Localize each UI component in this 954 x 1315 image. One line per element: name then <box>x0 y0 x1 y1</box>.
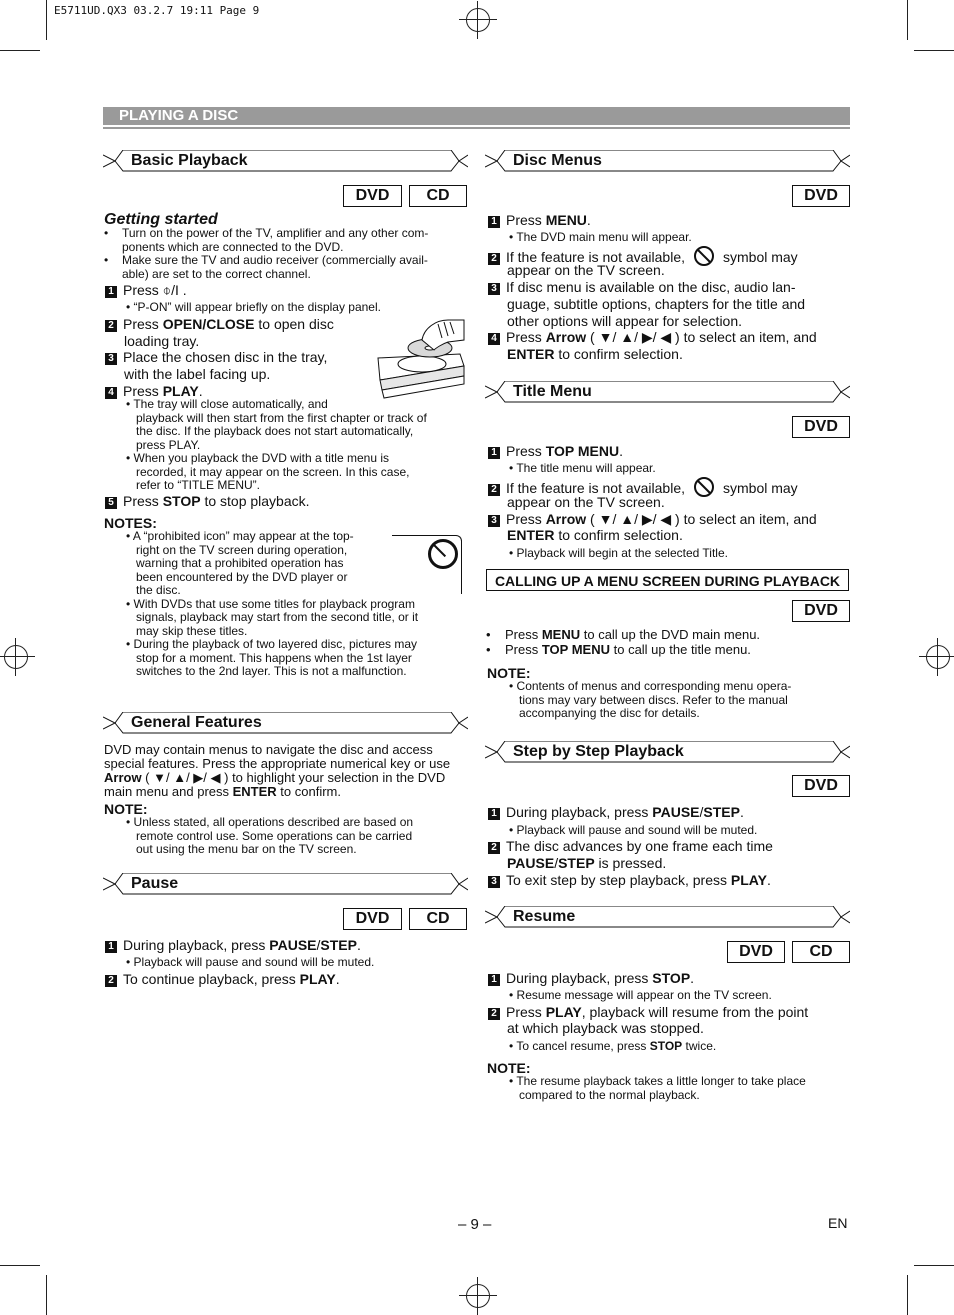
note-line: tions may vary between discs. Refer to the manual <box>519 692 788 707</box>
crop-mark <box>0 50 40 51</box>
note-line: out using the menu bar on the TV screen. <box>136 842 357 856</box>
basic-step-2 <box>105 316 334 333</box>
step-keyword: OPEN/CLOSE <box>162 316 255 332</box>
bullet-text: Press <box>505 627 542 642</box>
step-text: During playback, press <box>506 970 653 986</box>
step-4-notes <box>126 398 471 493</box>
subsection-header-general-features <box>103 712 468 734</box>
body-line: special features. Press the appropriate numerical key or use <box>104 756 451 771</box>
crop-mark <box>914 50 954 51</box>
step-text: The disc advances by one frame each time <box>506 838 773 854</box>
note-line: stop for a moment. This happens when the 1st layer <box>136 650 412 665</box>
note-heading: NOTE: <box>487 665 531 681</box>
subsection-header-basic-playback <box>103 150 468 172</box>
note-line: the disc. If the playback does not start automatically, <box>136 424 414 438</box>
step-keyword: ENTER <box>507 527 555 543</box>
step-number: 1 <box>488 216 500 228</box>
dvd-badge: DVD <box>792 600 850 622</box>
step-text: Press <box>123 383 163 399</box>
note-line: • The tray will close automatically, and <box>126 397 328 411</box>
step-text-continued: at which playback was stopped. <box>507 1020 704 1036</box>
subsection-title: Step by Step Playback <box>513 743 684 760</box>
bullet-text: to call up the DVD main menu. <box>580 627 761 642</box>
subsection-title: General Features <box>131 714 262 731</box>
note-line: • Contents of menus and corresponding menu opera- <box>509 679 792 693</box>
step-note: • Playback will pause and sound will be muted. <box>509 823 758 837</box>
step-text: . <box>739 804 744 820</box>
print-header: E5711UD.QX3 03.2.7 19:11 Page 9 <box>54 4 260 17</box>
note-line: right on the TV screen during operation, <box>136 542 348 557</box>
calling-up-bullet-1: • Press MENU to call up the DVD main menu. <box>486 627 761 642</box>
step-text: . <box>356 937 361 953</box>
subsection-header-pause <box>103 873 468 895</box>
step-text: ( ▼/ ▲/ ▶/ ◀ ) to select an item, and <box>586 511 817 527</box>
subsection-title: Basic Playback <box>131 152 248 169</box>
note-line: accompanying the disc for details. <box>519 706 700 720</box>
step-keyword: PLAY <box>545 1004 582 1020</box>
step-keyword: STEP <box>703 804 740 820</box>
subsection-title: Disc Menus <box>513 152 602 169</box>
disc-tray-illustration <box>352 318 467 406</box>
step-text: Place the chosen disc in the tray, <box>123 349 328 365</box>
page-number: – 9 – <box>458 1216 492 1233</box>
step-keyword: PAUSE <box>269 937 317 953</box>
step-text: During playback, press <box>506 804 653 820</box>
body-keyword: ENTER <box>232 784 277 799</box>
step-keyword: STOP <box>652 970 691 986</box>
note-line: compared to the normal playback. <box>519 1087 700 1102</box>
step-number: 2 <box>488 253 500 265</box>
step-keyword: PLAY <box>162 383 199 399</box>
step-number: 1 <box>105 286 117 298</box>
prohibited-icon <box>694 477 714 497</box>
subsection-header-disc-menus <box>485 150 850 172</box>
step-keyword: TOP MENU <box>545 443 620 459</box>
bullet-keyword: MENU <box>541 627 581 642</box>
step-by-step-1 <box>488 804 744 821</box>
step-note: • The title menu will appear. <box>509 461 656 475</box>
step-text: to confirm selection. <box>554 527 683 543</box>
resume-step-2 <box>488 1004 808 1021</box>
registration-mark-icon <box>4 645 28 669</box>
step-keyword: PAUSE <box>652 804 700 820</box>
crop-mark <box>907 1275 908 1315</box>
step-text: ( ▼/ ▲/ ▶/ ◀ ) to select an item, and <box>586 329 817 345</box>
step-number: 3 <box>488 515 500 527</box>
step-text: . <box>766 872 771 888</box>
list-item: • Make sure the TV and audio receiver (commercially avail- <box>104 253 428 267</box>
title-menu-step-1 <box>488 443 623 460</box>
step-number: 5 <box>105 497 117 509</box>
crop-mark <box>907 0 908 40</box>
resume-notes <box>509 1075 854 1102</box>
step-note: • Playback will pause and sound will be muted. <box>126 955 375 969</box>
step-text-continued: with the label facing up. <box>124 366 271 382</box>
bullet-keyword: TOP MENU <box>541 642 610 657</box>
step-note <box>509 1040 716 1054</box>
step-text: . <box>690 970 695 986</box>
step-number: 3 <box>488 876 500 888</box>
step-text: to confirm selection. <box>554 346 683 362</box>
note-text: • To cancel resume, press <box>509 1039 650 1053</box>
step-text: Press <box>506 212 546 228</box>
dvd-badge: DVD <box>727 941 785 963</box>
step-text: symbol may <box>723 480 798 496</box>
step-text: to stop playback. <box>200 493 310 509</box>
disc-menus-step-3 <box>488 279 850 330</box>
step-text-continued <box>507 855 666 872</box>
step-number: 1 <box>488 447 500 459</box>
note-line: refer to “TITLE MENU”. <box>136 478 261 492</box>
note-line: • A “prohibited icon” may appear at the top- <box>126 529 354 543</box>
step-keyword: STEP <box>558 855 595 871</box>
step-text: , playback will resume from the point <box>581 1004 809 1020</box>
note-line: playback will then start from the first chapter or track of <box>136 410 427 425</box>
list-item: ponents which are connected to the DVD. <box>122 239 344 254</box>
crop-mark <box>46 1275 47 1315</box>
step-text: . <box>619 443 623 459</box>
step-number: 4 <box>488 333 500 345</box>
step-text-continued: appear on the TV screen. <box>507 262 665 278</box>
subsection-header-step-by-step <box>485 741 850 763</box>
step-number: 1 <box>105 941 117 953</box>
step-keyword: Arrow <box>545 329 587 345</box>
step-text: . <box>586 212 591 228</box>
note-line: may skip these titles. <box>136 623 248 638</box>
section-title: PLAYING A DISC <box>103 107 850 125</box>
note-text: twice. <box>682 1039 717 1053</box>
prohibited-icon <box>428 539 458 570</box>
note-line: • During the playback of two layered disc, pictures may <box>126 637 417 651</box>
step-keyword: STEP <box>320 937 357 953</box>
note-line: • With DVDs that use some titles for playback program <box>126 596 415 611</box>
step-note: • “P-ON” will appear briefly on the display panel. <box>126 300 381 314</box>
note-line: remote control use. Some operations can be carried <box>136 828 413 843</box>
crop-mark <box>46 0 47 40</box>
subsection-title: Pause <box>131 875 179 892</box>
dvd-badge: DVD <box>792 416 850 438</box>
step-text-continued <box>507 346 683 363</box>
note-line: warning that a prohibited operation has <box>136 556 344 570</box>
note-line: been encountered by the DVD player or <box>136 569 348 584</box>
step-keyword: PAUSE <box>507 855 555 871</box>
bullet-text: Press <box>505 642 542 657</box>
note-line: signals, playback may start from the second title, or it <box>136 610 419 624</box>
step-text-continued: appear on the TV screen. <box>507 494 665 510</box>
step-text: Press <box>506 1004 546 1020</box>
step-text: Press <box>123 493 163 509</box>
step-text: is pressed. <box>594 855 667 871</box>
step-text: During playback, press <box>123 937 270 953</box>
step-text: to open disc <box>254 316 334 332</box>
list-item: able) are set to the correct channel. <box>122 266 311 281</box>
step-text: . <box>335 971 340 987</box>
step-by-step-3 <box>488 872 771 889</box>
step-text: Press <box>506 443 546 459</box>
step-text: To continue playback, press <box>123 971 300 987</box>
dvd-badge: DVD <box>792 775 850 797</box>
note-keyword: STOP <box>649 1039 683 1053</box>
step-number: 2 <box>105 975 117 987</box>
step-text: Press ⌽/I . <box>123 282 187 298</box>
body-line <box>104 785 470 799</box>
note-line: the disc. <box>136 583 181 597</box>
bullet-text: to call up the title menu. <box>610 642 751 657</box>
step-text: If the feature is not available, <box>506 249 685 265</box>
body-text: main menu and press <box>104 784 233 799</box>
step-number: 2 <box>488 842 500 854</box>
language-code: EN <box>828 1215 848 1231</box>
crop-mark <box>0 1265 40 1266</box>
step-text: If disc menu is available on the disc, audio lan- <box>506 279 796 295</box>
basic-step-3 <box>105 349 327 366</box>
bullet-text: Turn on the power of the TV, amplifier and any other com- <box>122 226 429 240</box>
calling-up-heading: CALLING UP A MENU SCREEN DURING PLAYBACK <box>486 569 849 591</box>
calling-up-bullet-2: • Press TOP MENU to call up the title menu. <box>486 642 751 657</box>
step-text: symbol may <box>723 249 798 265</box>
general-notes <box>126 816 471 857</box>
cd-badge: CD <box>409 908 467 930</box>
note-line: switches to the 2nd layer. This is not a malfunction. <box>136 664 407 678</box>
step-number: 1 <box>488 974 500 986</box>
subsection-title: Resume <box>513 908 576 925</box>
note-heading: NOTE: <box>487 1060 531 1076</box>
body-text: ( ▼/ ▲/ ▶/ ◀ ) to highlight your selection in the DVD <box>141 770 446 785</box>
step-number: 3 <box>488 283 500 295</box>
general-features-body <box>104 743 470 799</box>
step-keyword: Arrow <box>545 511 587 527</box>
step-text-continued: loading tray. <box>124 333 200 349</box>
basic-step-5 <box>105 493 310 510</box>
step-note: • Playback will begin at the selected Title. <box>509 546 728 560</box>
getting-started-heading: Getting started <box>104 211 218 228</box>
step-text: If the feature is not available, <box>506 480 685 496</box>
title-menu-step-3 <box>488 511 817 528</box>
step-text: Press <box>506 329 546 345</box>
step-text: Press <box>123 316 163 332</box>
step-line: guage, subtitle options, chapters for the title and <box>507 296 806 312</box>
step-number: 1 <box>488 808 500 820</box>
note-line: • The resume playback takes a little longer to take place <box>509 1074 806 1088</box>
step-text: / <box>699 804 704 820</box>
basic-step-1 <box>105 282 187 299</box>
step-text: Press <box>506 511 546 527</box>
subsection-header-title-menu <box>485 381 850 403</box>
step-number: 2 <box>488 1008 500 1020</box>
registration-mark-icon <box>466 8 490 32</box>
step-keyword: MENU <box>545 212 587 228</box>
notes-heading: NOTES: <box>104 515 157 531</box>
step-note: • The DVD main menu will appear. <box>509 230 692 244</box>
step-note: • Resume message will appear on the TV screen. <box>509 988 772 1002</box>
list-item: • Turn on the power of the TV, amplifier and any other com- <box>104 226 429 240</box>
step-text: / <box>316 937 321 953</box>
pause-step-2 <box>105 971 340 988</box>
step-line <box>488 279 850 296</box>
dvd-badge: DVD <box>792 185 850 207</box>
dvd-badge: DVD <box>343 908 402 930</box>
disc-menus-step-1 <box>488 212 591 229</box>
note-line: press PLAY. <box>136 437 201 452</box>
note-line: recorded, it may appear on the screen. In this case, <box>136 464 410 479</box>
subsection-header-resume <box>485 906 850 928</box>
step-number: 2 <box>105 320 117 332</box>
cd-badge: CD <box>409 185 467 207</box>
step-line: other options will appear for selection. <box>507 313 743 329</box>
body-text: to confirm. <box>276 784 341 799</box>
note-heading: NOTE: <box>104 801 148 817</box>
note-line: • Unless stated, all operations described are based on <box>126 815 414 829</box>
step-keyword: PLAY <box>730 872 767 888</box>
step-number: 2 <box>488 484 500 496</box>
prohibited-icon <box>694 246 714 266</box>
dvd-badge: DVD <box>343 185 402 207</box>
step-keyword: PLAY <box>299 971 336 987</box>
bullet-text: Make sure the TV and audio receiver (commercially avail- <box>122 253 428 267</box>
calling-up-notes <box>509 680 849 721</box>
cd-badge: CD <box>792 941 850 963</box>
body-keyword: Arrow <box>104 770 142 785</box>
step-text-continued <box>507 527 683 544</box>
registration-mark-icon <box>466 1284 490 1308</box>
step-text: . <box>198 383 203 399</box>
getting-started-bullets <box>104 227 469 281</box>
step-text: To exit step by step playback, press <box>506 872 731 888</box>
note-line: • When you playback the DVD with a title menu is <box>126 451 389 465</box>
body-line: DVD may contain menus to navigate the disc and access <box>104 742 433 757</box>
step-keyword: ENTER <box>507 346 555 362</box>
subsection-title: Title Menu <box>513 383 592 400</box>
step-by-step-2 <box>488 838 773 855</box>
resume-step-1 <box>488 970 694 987</box>
body-line <box>104 771 470 785</box>
step-text: / <box>554 855 559 871</box>
pause-step-1 <box>105 937 361 954</box>
disc-menus-step-4 <box>488 329 817 346</box>
step-keyword: STOP <box>162 493 201 509</box>
registration-mark-icon <box>926 645 950 669</box>
step-number: 3 <box>105 353 117 365</box>
crop-mark <box>914 1265 954 1266</box>
step-number: 4 <box>105 387 117 399</box>
